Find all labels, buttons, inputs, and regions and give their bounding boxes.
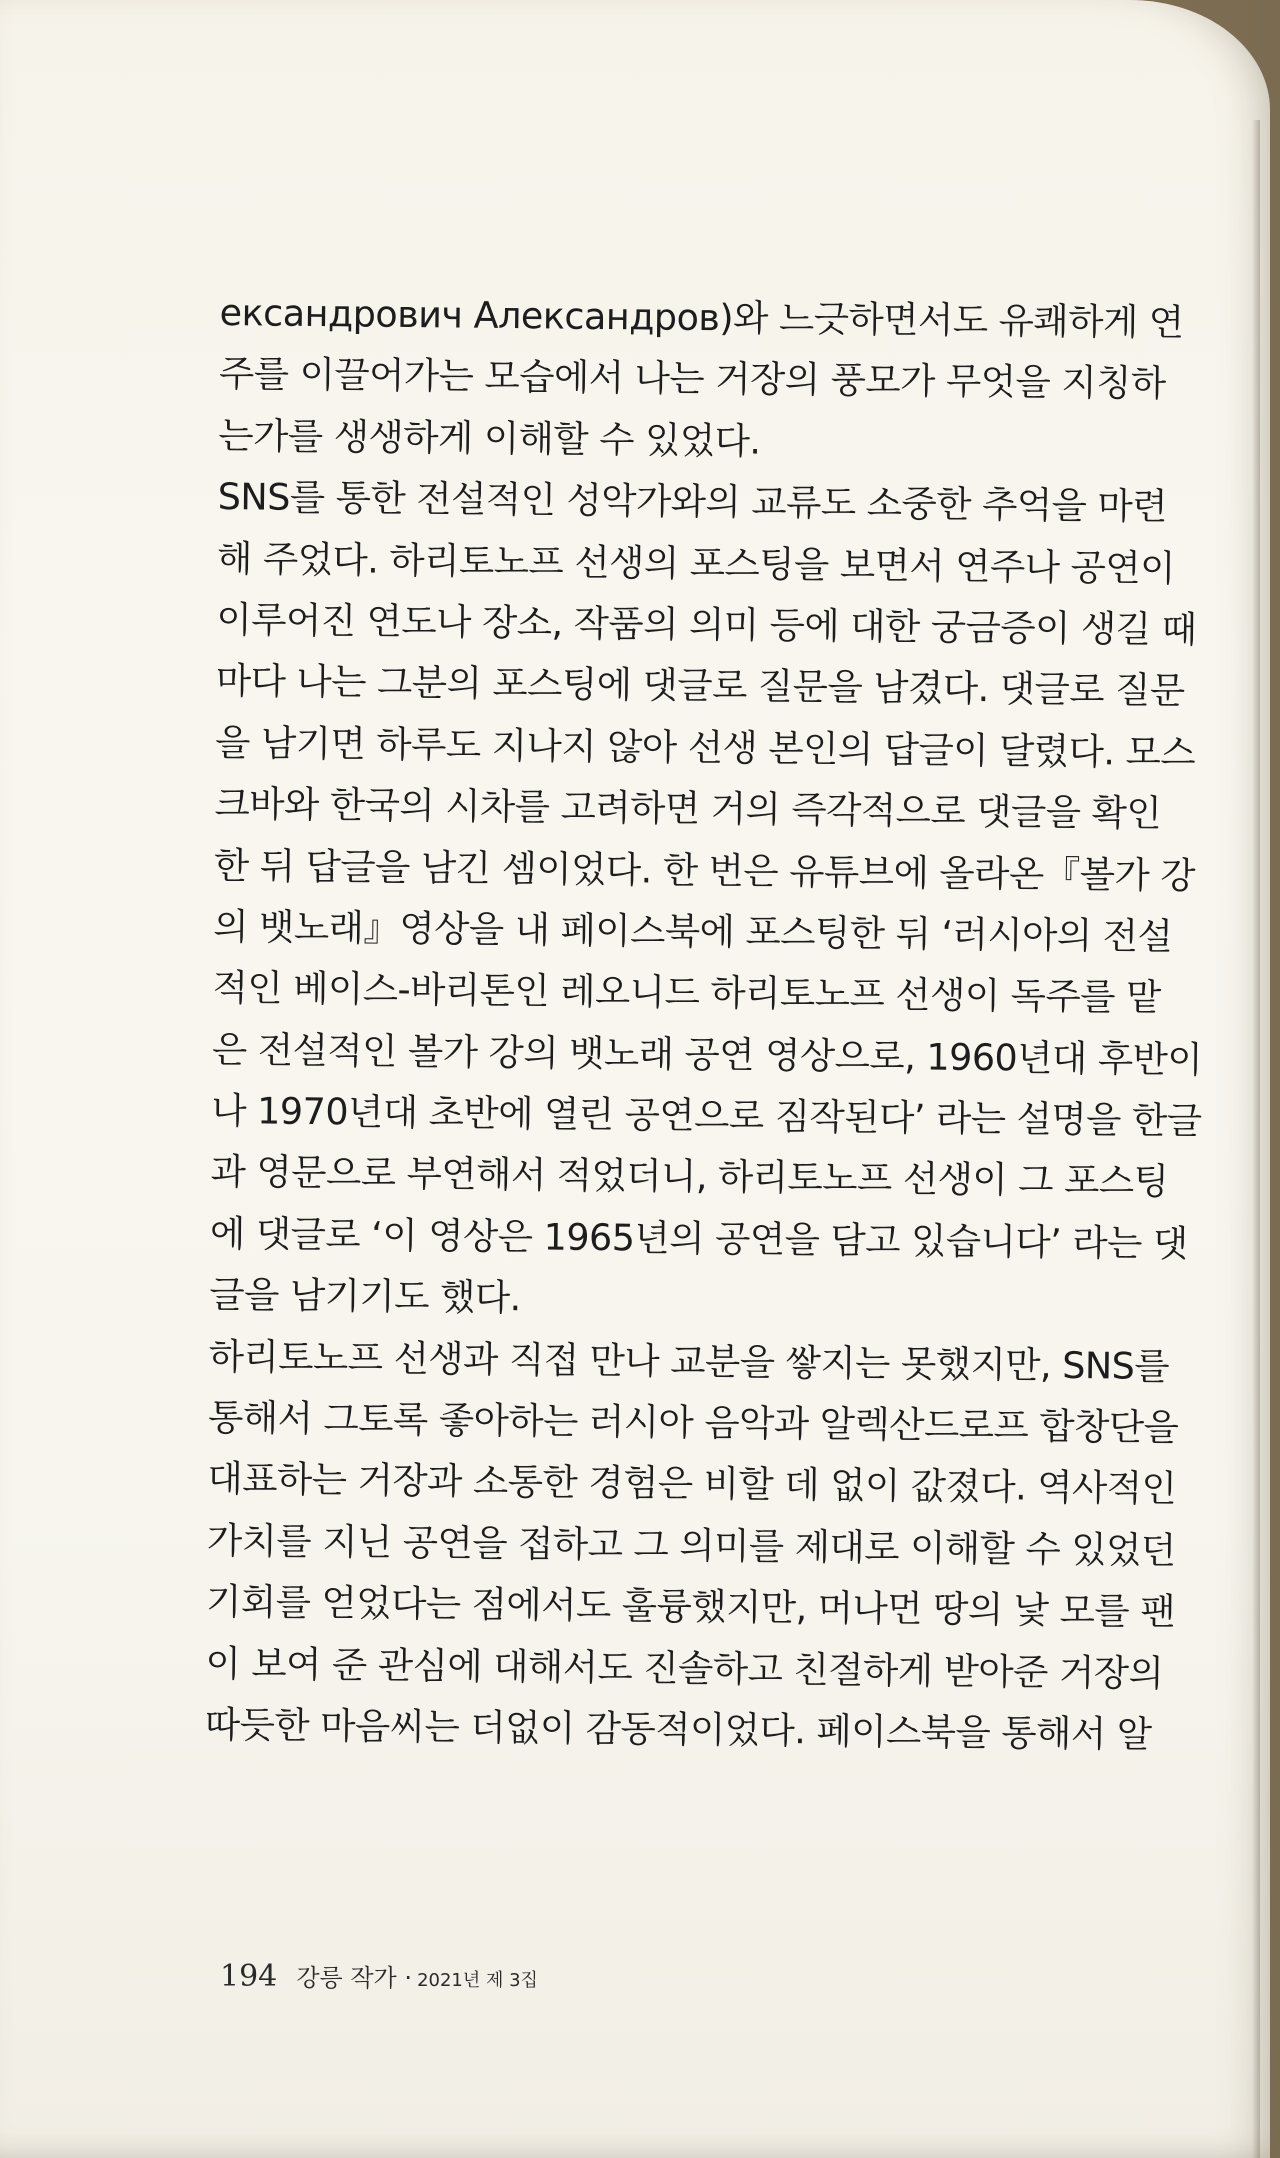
- body-line: 의 뱃노래』영상을 내 페이스북에 포스팅한 뒤 ‘러시아의 전설: [213, 904, 1173, 958]
- journal-title: 강릉 작가 ·: [296, 1964, 412, 1992]
- body-line: 크바와 한국의 시차를 고려하면 거의 즉각적으로 댓글을 확인: [214, 782, 1162, 836]
- page-edge-shadow: [1252, 120, 1260, 2158]
- page-number: 194: [220, 1959, 278, 1994]
- body-line: 주를 이끌어가는 모습에서 나는 거장의 풍모가 무엇을 지칭하: [218, 352, 1166, 406]
- body-line: 통해서 그토록 좋아하는 러시아 음악과 알렉산드로프 합창단을: [207, 1395, 1179, 1450]
- body-line: 과 영문으로 부연해서 적었더니, 하리토노프 선생이 그 포스팅: [210, 1150, 1169, 1204]
- body-line: 은 전설적인 볼가 강의 뱃노래 공연 영상으로, 1960년대 후반이: [211, 1027, 1203, 1082]
- body-line: 을 남기면 하루도 지나지 않아 선생 본인의 답글이 달렸다. 모스: [214, 720, 1196, 774]
- journal-issue: 2021년 제 3집: [417, 1970, 538, 1991]
- body-line: 한 뒤 답글을 남긴 셈이었다. 한 번은 유튜브에 올라온『볼가 강: [213, 843, 1196, 897]
- body-line: 적인 베이스-바리톤인 레오니드 하리토노프 선생이 독주를 맡: [212, 966, 1162, 1020]
- body-line: ександрович Александров)와 느긋하면서도 유쾌하게 연: [219, 290, 1184, 345]
- body-line: 글을 남기기도 했다.: [209, 1273, 521, 1320]
- body-line: 에 댓글로 ‘이 영상은 1965년의 공연을 담고 있습니다’ 라는 댓: [209, 1211, 1188, 1266]
- body-line: 기회를 얻었다는 점에서도 훌륭했지만, 머나먼 땅의 낯 모를 팬: [205, 1580, 1176, 1634]
- body-line: 하리토노프 선생과 직접 만나 교분을 쌓지는 못했지만, SNS를: [208, 1334, 1170, 1388]
- body-line: 이루어진 연도나 장소, 작품의 의미 등에 대한 궁금증이 생길 때: [216, 597, 1197, 652]
- body-line: 마다 나는 그분의 포스팅에 댓글로 질문을 남겼다. 댓글로 질문: [215, 659, 1185, 713]
- page-footer: [220, 1958, 538, 1994]
- body-line: 따듯한 마음씨는 더없이 감동적이었다. 페이스북을 통해서 알: [204, 1702, 1152, 1756]
- body-line: SNS를 통한 전설적인 성악가와의 교류도 소중한 추억을 마련: [217, 475, 1168, 529]
- body-line: 가치를 지닌 공연을 접하고 그 의미를 제대로 이해할 수 있었던: [206, 1518, 1176, 1572]
- body-line: 해 주었다. 하리토노프 선생의 포스팅을 보면서 연주나 공연이: [216, 536, 1176, 590]
- body-text: [204, 282, 1203, 1765]
- body-line: 나 1970년대 초반에 열린 공연으로 짐작된다’ 라는 설명을 한글: [211, 1089, 1202, 1143]
- body-line: 이 보여 준 관심에 대해서도 진솔하고 친절하게 받아준 거장의: [205, 1641, 1164, 1695]
- body-line: 대표하는 거장과 소통한 경험은 비할 데 없이 값졌다. 역사적인: [207, 1457, 1177, 1511]
- body-line: 는가를 생생하게 이해할 수 있었다.: [218, 413, 761, 463]
